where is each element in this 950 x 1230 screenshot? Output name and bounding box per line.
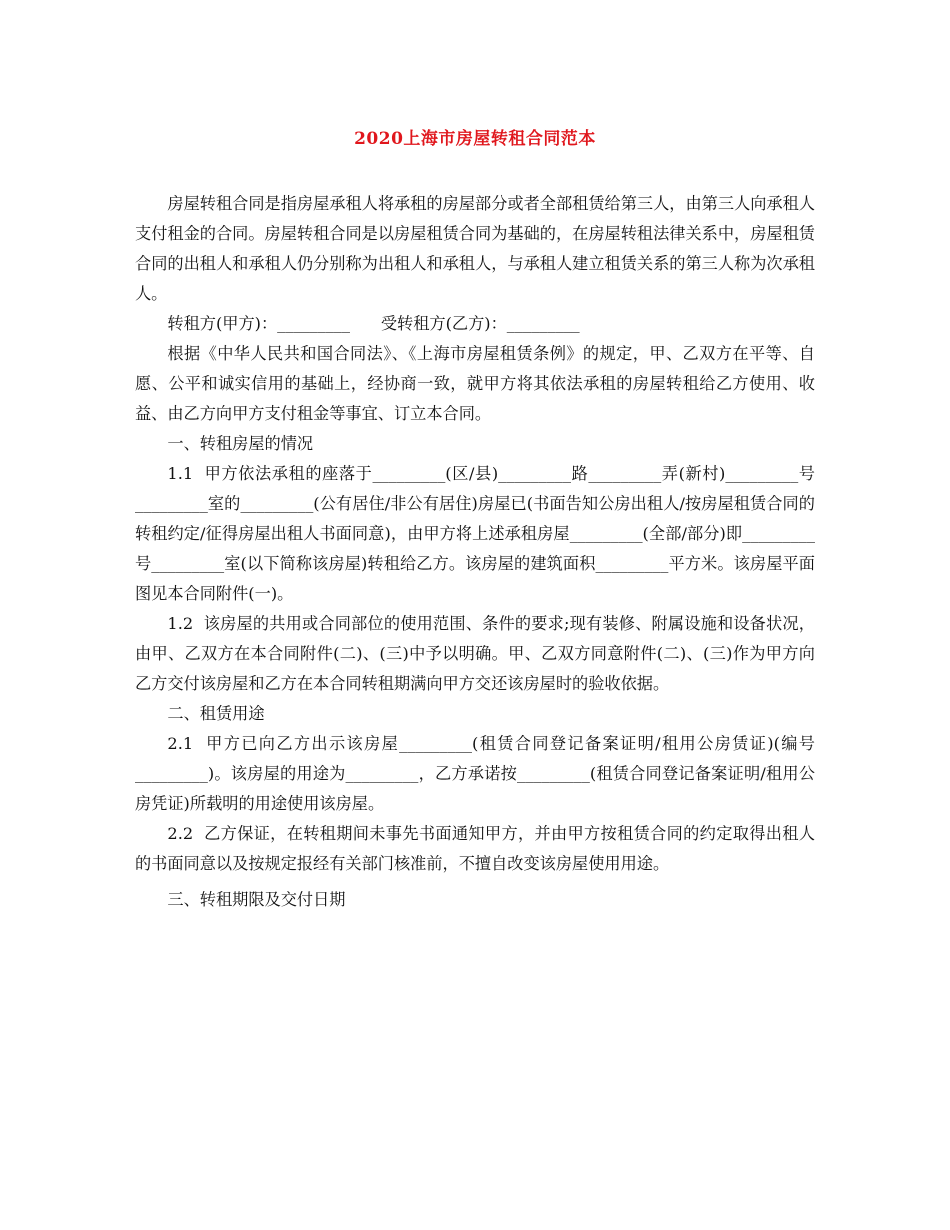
clause-2-1: 2.1 甲方已向乙方出示该房屋_________(租赁合同登记备案证明/租用公房赁证)(编号_________)。该房屋的用途为_________，乙方承诺按_________(租赁合同登记备案证明/租用公房凭证)所载明的用途使用该房屋。	[135, 734, 815, 813]
section-heading-3: 三、转租期限及交付日期	[167, 890, 346, 909]
clause-2-2: 2.2 乙方保证，在转租期间未事先书面通知甲方，并由甲方按租赁合同的约定取得出租人的书面同意以及按规定报经有关部门核准前，不擅自改变该房屋使用用途。	[135, 824, 815, 873]
document-body	[135, 189, 815, 915]
clause-1-1: 1.1 甲方依法承租的座落于_________(区/县)_________路_________弄(新村)_________号_________室的_________(公有居住/非公有居住)房屋已(书面告知公房出租人/按房屋租赁合同的转租约定/征得房屋出租人书面同意)，由甲方将上述承租房屋_________(全部/部分)即_________号_________室(以下简称该房屋)转租给乙方。该房屋的建筑面积_________平方米。该房屋平面图见本合同附件(一)。	[135, 464, 815, 603]
section-heading-1: 一、转租房屋的情况	[167, 434, 314, 453]
parties-line: 转租方(甲方)：_________ 受转租方(乙方)：_________	[167, 314, 580, 333]
section-heading-2: 二、租赁用途	[167, 704, 265, 723]
clause-1-2: 1.2 该房屋的共用或合同部位的使用范围、条件的要求;现有装修、附属设施和设备状况，由甲、乙双方在本合同附件(二)、(三)中予以明确。甲、乙双方同意附件(二)、(三)作为甲方向乙方交付该房屋和乙方在本合同转租期满向甲方交还该房屋时的验收依据。	[135, 614, 815, 693]
basis-paragraph: 根据《中华人民共和国合同法》、《上海市房屋租赁条例》的规定，甲、乙双方在平等、自愿、公平和诚实信用的基础上，经协商一致，就甲方将其依法承租的房屋转租给乙方使用、收益、由乙方向甲方支付租金等事宜、订立本合同。	[135, 344, 815, 423]
document-title: 2020上海市房屋转租合同范本	[354, 129, 596, 149]
intro-paragraph: 房屋转租合同是指房屋承租人将承租的房屋部分或者全部租赁给第三人，由第三人向承租人支付租金的合同。房屋转租合同是以房屋租赁合同为基础的，在房屋转租法律关系中，房屋租赁合同的出租人和承租人仍分别称为出租人和承租人，与承租人建立租赁关系的第三人称为次承租人。	[135, 194, 815, 303]
